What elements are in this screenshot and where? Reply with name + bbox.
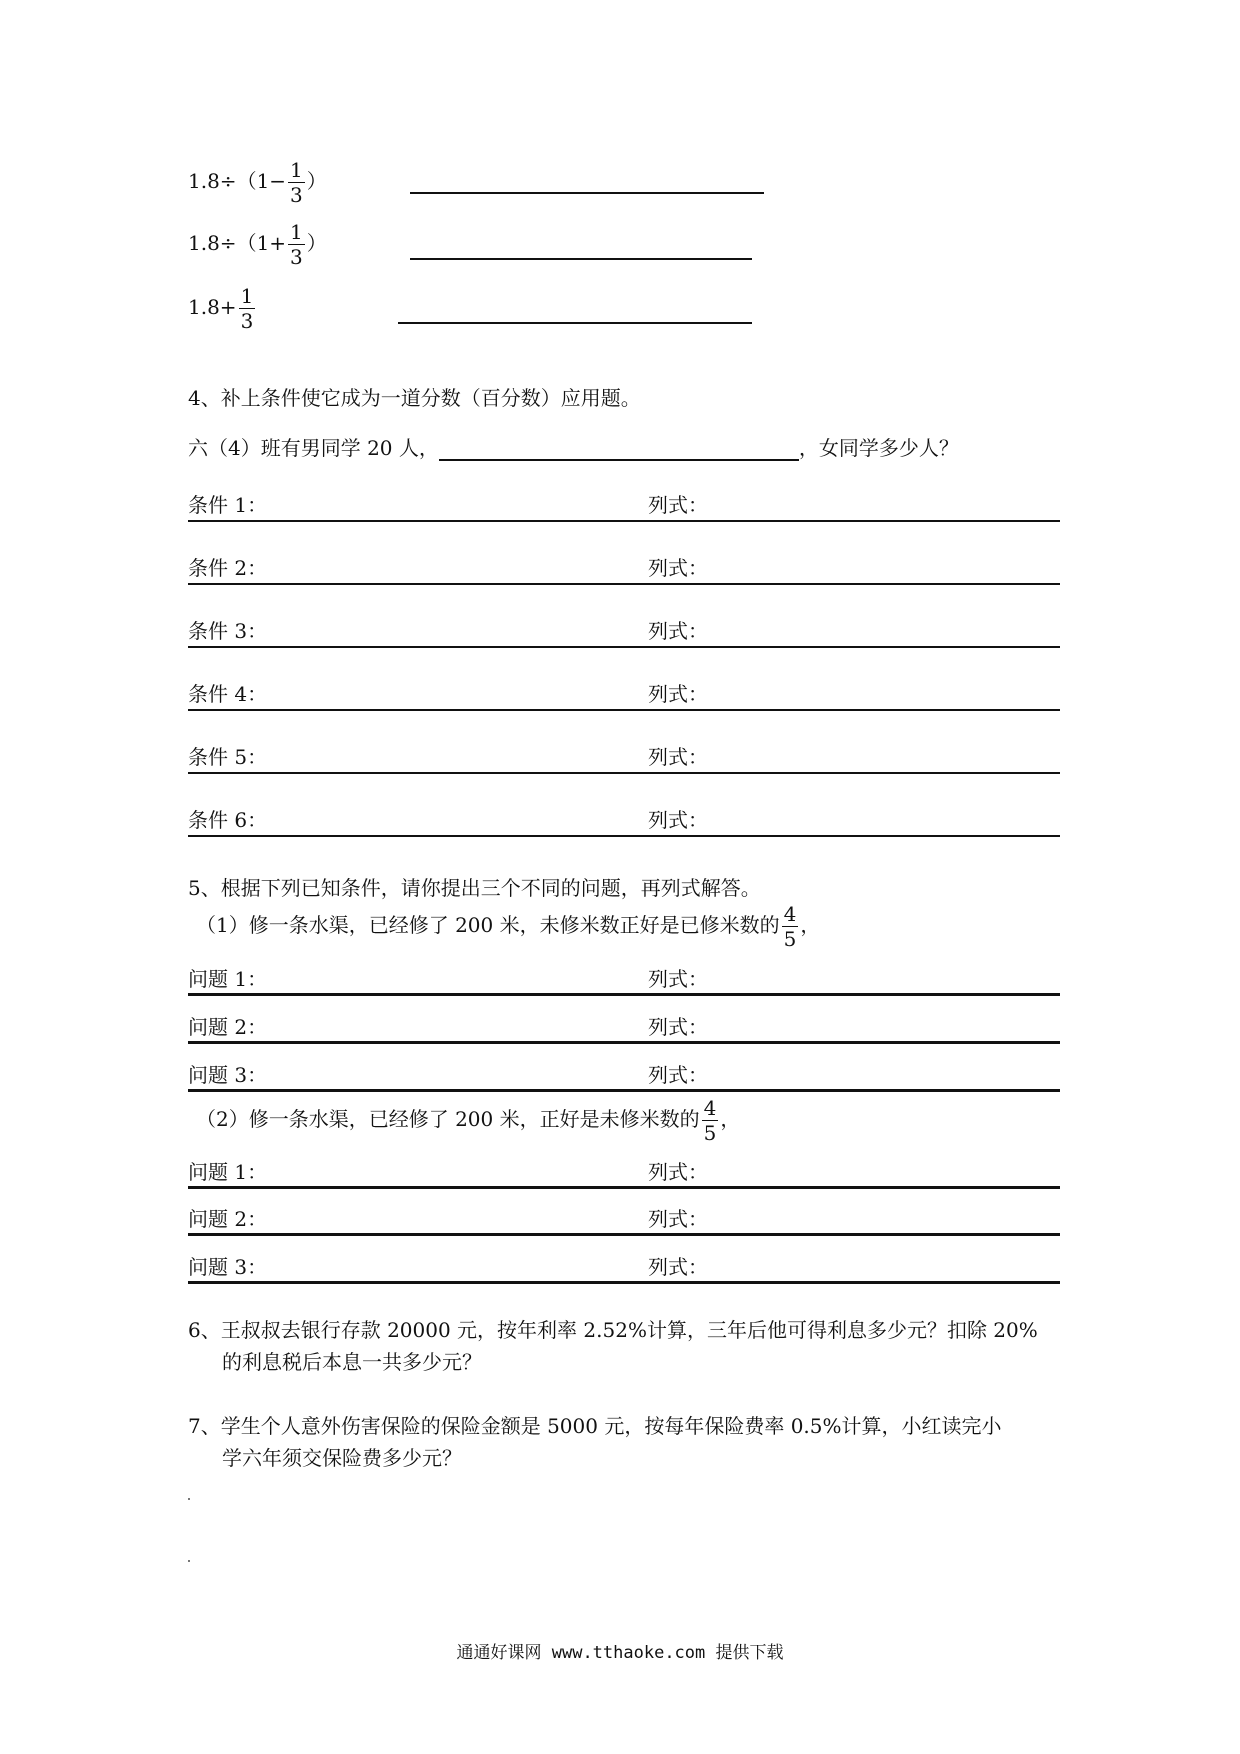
q7-text: 7、学生个人意外伤害保险的保险金额是 5000 元，按每年保险费率 0.5%计算，小红读完小 学六年须交保险费多少元？ xyxy=(188,1414,1002,1470)
condition-row-3[interactable]: 条件 3： 列式： xyxy=(188,616,1060,648)
footer-watermark: 通通好课网 www.tthaoke.com 提供下载 xyxy=(456,1643,784,1663)
condition-row-6[interactable]: 条件 6： 列式： xyxy=(188,805,1060,837)
answer-line-2[interactable] xyxy=(410,258,752,260)
answer-line-1[interactable] xyxy=(410,192,764,194)
q4-heading: 4、补上条件使它成为一道分数（百分数）应用题。 xyxy=(188,386,641,410)
condition-row-2[interactable]: 条件 2： 列式： xyxy=(188,553,1060,585)
fraction: $\frac{1}{3}$ xyxy=(290,158,303,207)
question-row-5[interactable]: 问题 2： 列式： xyxy=(188,1205,1060,1236)
expression-1: 1.8÷（1− $\frac{1}{3}$ ） xyxy=(188,158,327,207)
q6-text: 6、王叔叔去银行存款 20000 元，按年利率 2.52%计算，三年后他可得利息多少元？扣除 20% 的利息税后本息一共多少元？ xyxy=(188,1318,1038,1374)
question-row-3[interactable]: 问题 3： 列式： xyxy=(188,1061,1060,1092)
q5-heading: 5、根据下列已知条件，请你提出三个不同的问题，再列式解答。 xyxy=(188,876,761,900)
fraction: $\frac{1}{3}$ xyxy=(290,220,303,269)
fraction: $\frac{1}{3}$ xyxy=(240,284,254,333)
condition-row-5[interactable]: 条件 5： 列式： xyxy=(188,742,1060,774)
answer-line-3[interactable] xyxy=(398,322,752,324)
question-row-2[interactable]: 问题 2： 列式： xyxy=(188,1013,1060,1044)
scan-dot xyxy=(188,1560,190,1562)
q5-part2-text: （2）修一条水渠，已经修了 200 米，正好是未修米数的 $\frac{4}{5}$ ， xyxy=(196,1096,741,1145)
q4-stem: 六（4）班有男同学 20 人， ，女同学多少人？ xyxy=(188,436,959,460)
question-row-4[interactable]: 问题 1： 列式： xyxy=(188,1158,1060,1189)
scan-dot xyxy=(188,1498,190,1500)
q5-part1-text: （1）修一条水渠，已经修了 200 米，未修米数正好是已修米数的 $\frac{4}{5}$ ， xyxy=(196,902,821,951)
condition-row-1[interactable]: 条件 1： 列式： xyxy=(188,490,1060,522)
fraction: $\frac{4}{5}$ xyxy=(783,902,797,951)
expression-2: 1.8÷（1+ $\frac{1}{3}$ ） xyxy=(188,220,327,269)
q4-condition-blank[interactable] xyxy=(439,441,799,461)
expression-3: 1.8+ $\frac{1}{3}$ xyxy=(188,284,254,333)
question-row-1[interactable]: 问题 1： 列式： xyxy=(188,965,1060,996)
fraction: $\frac{4}{5}$ xyxy=(703,1096,717,1145)
condition-row-4[interactable]: 条件 4： 列式： xyxy=(188,679,1060,711)
question-row-6[interactable]: 问题 3： 列式： xyxy=(188,1253,1060,1284)
